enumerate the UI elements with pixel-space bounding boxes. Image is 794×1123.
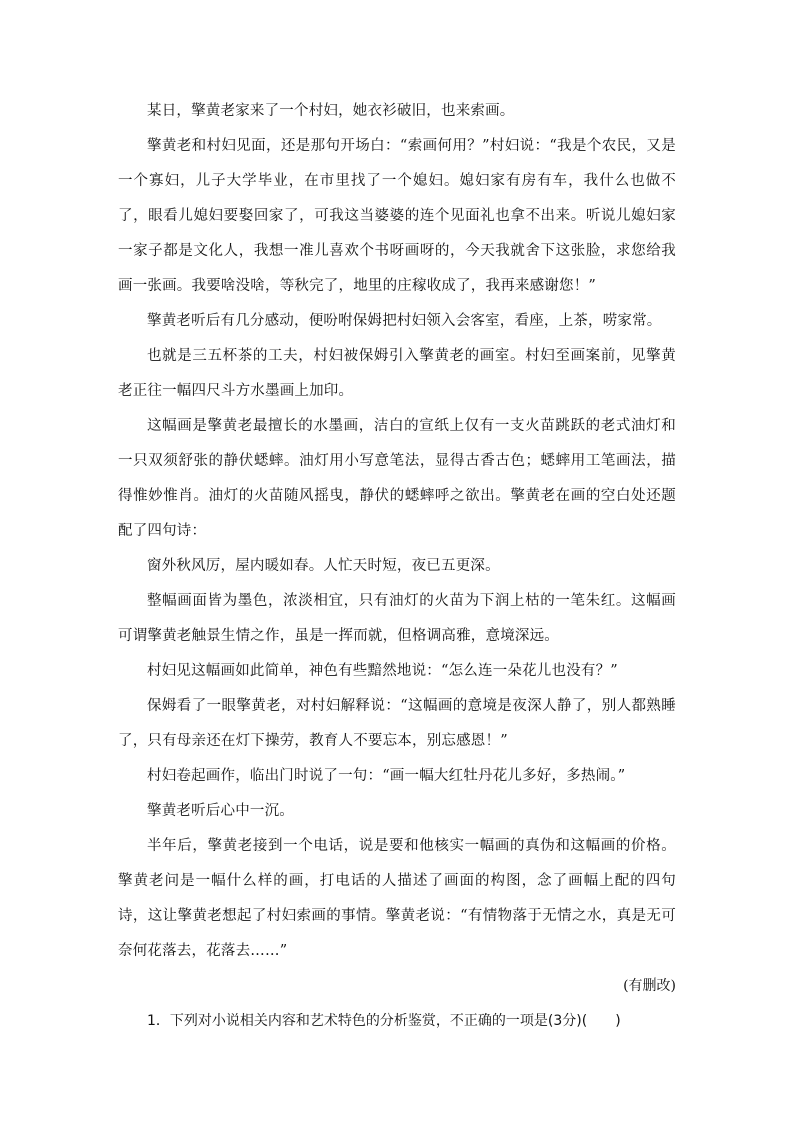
paragraph-2: 擎黄老和村妇见面，还是那句开场白：“索画何用？”村妇说：“我是个农民，又是一个寡妇，儿子大学毕业，在市里找了一个媳妇。媳妇家有房有车，我什么也做不了，眼看儿媳妇要娶回家了，可我这当婆婆的连个见面礼也拿不出来。听说儿媳妇家一家子都是文化人，我想一准儿喜欢个书呀画呀的，今天我就舍下这张脸，求您给我画一张画。我要啥没啥，等秋完了，地里的庄稼收成了，我再来感谢您！”: [118, 138, 676, 294]
paragraph-1: 某日，擎黄老家来了一个村妇，她衣衫破旧，也来索画。: [147, 103, 515, 119]
paragraph-9: 保姆看了一眼擎黄老，对村妇解释说：“这幅画的意境是夜深人静了，别人都熟睡了，只有母亲还在灯下操劳，教育人不要忘本，别忘感恩！”: [118, 698, 676, 749]
source-note: (有删改): [623, 978, 676, 994]
paragraph-12: 半年后，擎黄老接到一个电话，说是要和他核实一幅画的真伪和这幅画的价格。擎黄老问是一幅什么样的画，打电话的人描述了画面的构图，念了画幅上配的四句诗，这让擎黄老想起了村妇索画的事情。擎黄老说：“有情物落于无情之水，真是无可奈何花落去，花落去……”: [118, 838, 676, 959]
paragraph-8: 村妇见这幅画如此简单，神色有些黯然地说：“怎么连一朵花儿也没有？”: [147, 663, 618, 679]
paragraph-5: 这幅画是擎黄老最擅长的水墨画，洁白的宣纸上仅有一支火苗跳跃的老式油灯和一只双须舒张的静伏蟋蟀。油灯用小写意笔法，显得古香古色；蟋蟀用工笔画法，描得惟妙惟肖。油灯的火苗随风摇曳，静伏的蟋蟀呼之欲出。擎黄老在画的空白处还题配了四句诗：: [118, 418, 676, 539]
poem-line: 窗外秋风厉，屋内暖如春。人忙天时短，夜已五更深。: [147, 558, 500, 574]
paragraph-7: 整幅画面皆为墨色，浓淡相宜，只有油灯的火苗为下润上枯的一笔朱红。这幅画可谓擎黄老触景生情之作，虽是一挥而就，但格调高雅，意境深远。: [118, 593, 676, 644]
paragraph-11: 擎黄老听后心中一沉。: [147, 803, 294, 819]
paragraph-3: 擎黄老听后有几分感动，便吩咐保姆把村妇领入会客室，看座，上茶，唠家常。: [147, 313, 662, 329]
paragraph-10: 村妇卷起画作，临出门时说了一句：“画一幅大红牡丹花儿多好，多热闹。”: [147, 768, 626, 784]
paragraph-4: 也就是三五杯茶的工夫，村妇被保姆引入擎黄老的画室。村妇至画案前，见擎黄老正往一幅四尺斗方水墨画上加印。: [118, 348, 676, 399]
question-1: 1．下列对小说相关内容和艺术特色的分析鉴赏，不正确的一项是(3分)( ): [147, 1013, 621, 1029]
